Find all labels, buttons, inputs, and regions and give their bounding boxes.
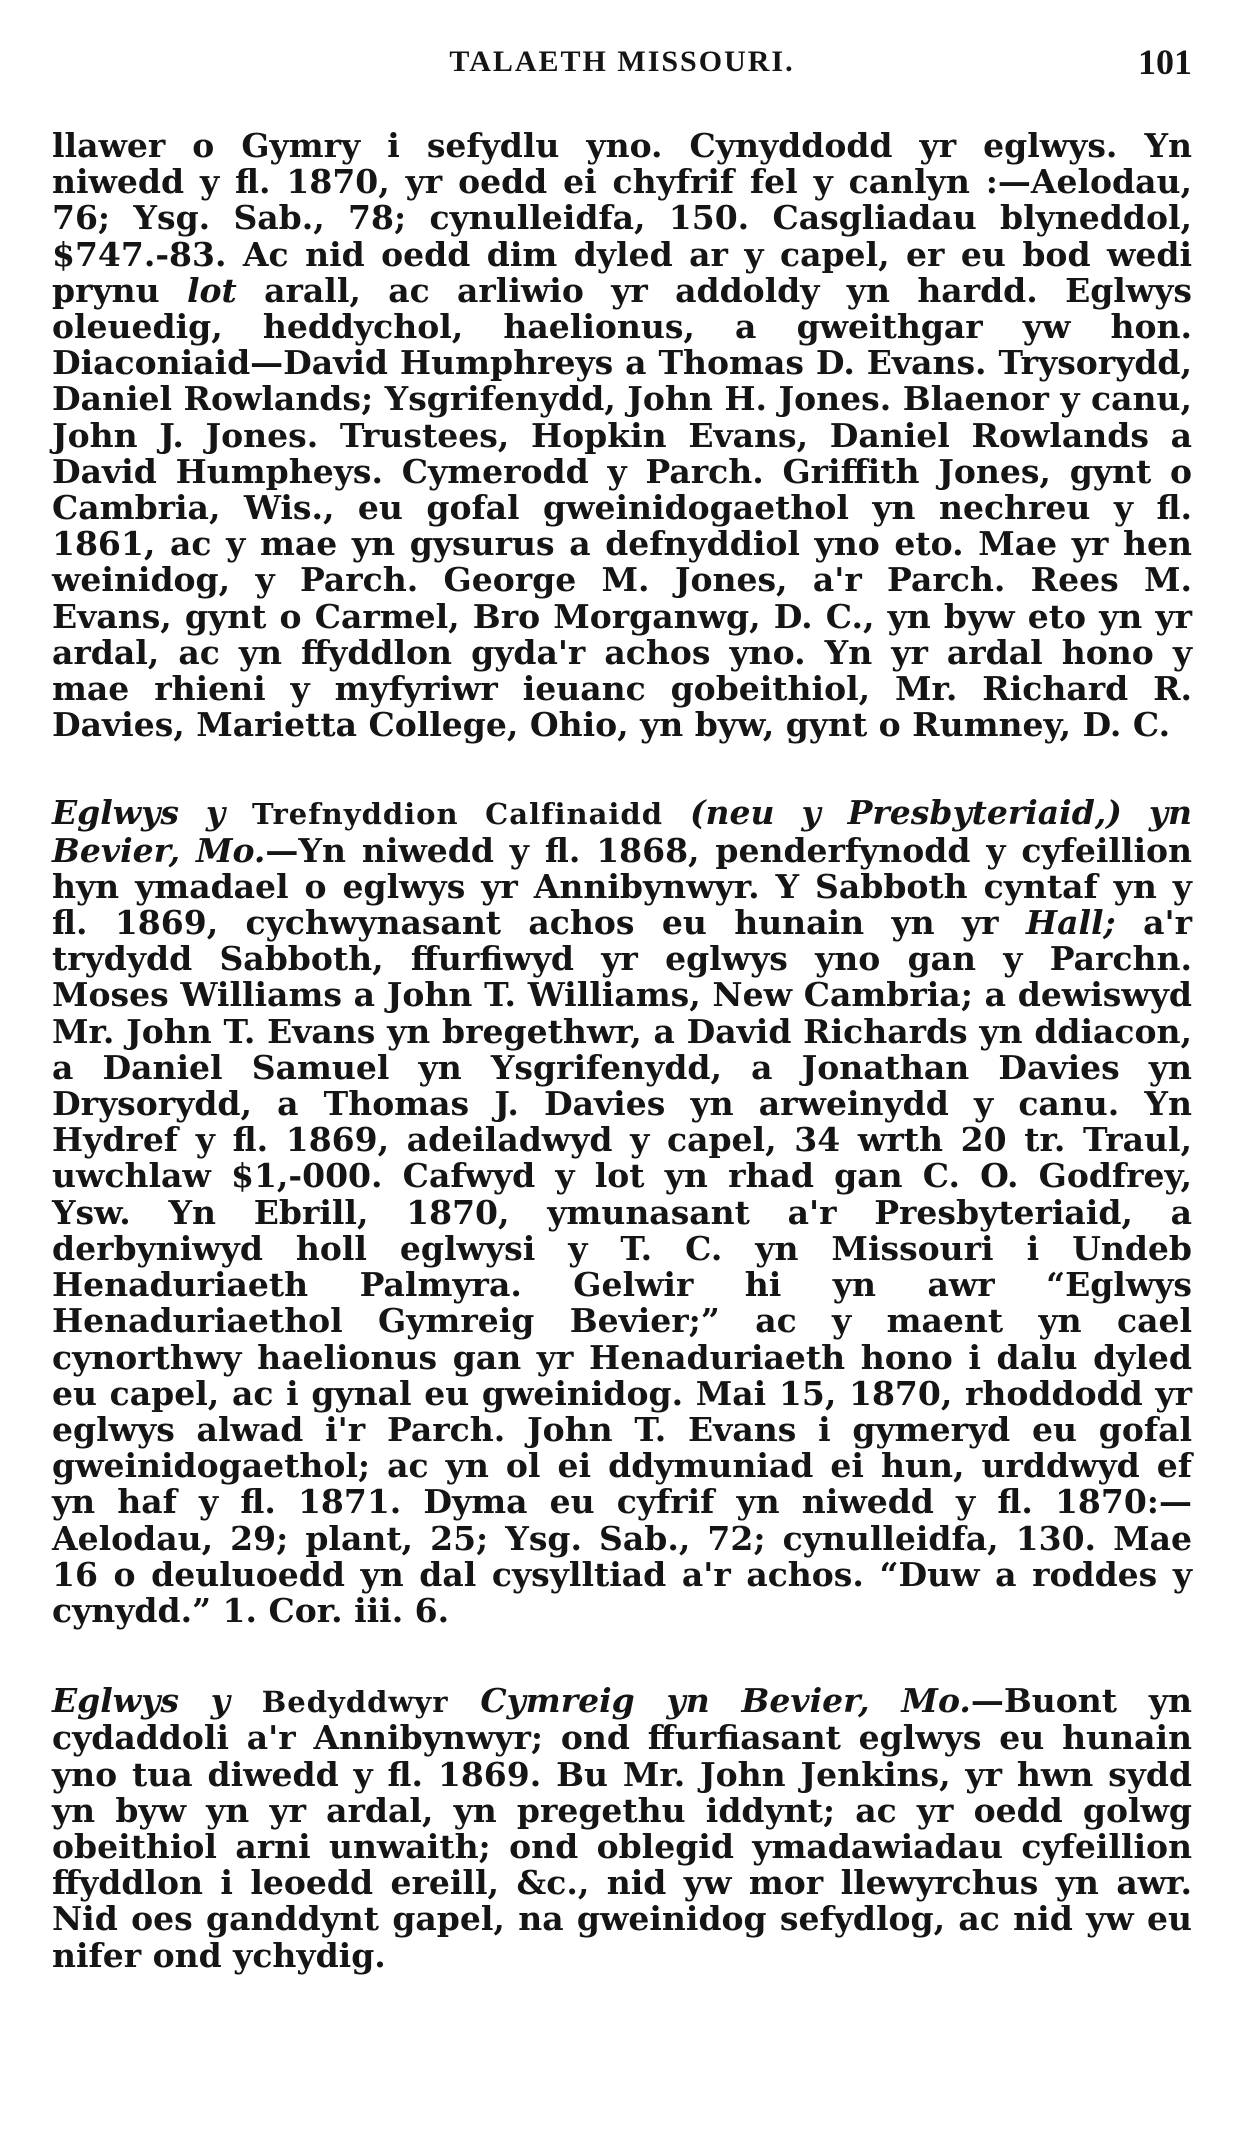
page-header	[52, 38, 1192, 86]
paragraph-2-smallcaps: Trefnyddion Calfinaidd	[252, 797, 663, 832]
paragraph-3-smallcaps: Bedyddwyr	[261, 1685, 449, 1720]
paragraph-1-italic-lot: lot	[186, 270, 237, 310]
paragraph-1-text-a: llawer o Gymry i sefydlu yno. Cynyddodd yr eglwys. Yn niwedd y fl. 1870, yr oedd ei chyfrif fel y canlyn :—Aelodau, 76; Ysg. Sab., 78; cynulleidfa, 150. Casgliadau blyneddol, $747.-83. Ac nid oedd dim dyled ar y capel, er eu bod wedi prynu	[52, 126, 1192, 310]
body-text	[52, 128, 1192, 1974]
paragraph-2-lead-2: (neu y Presbyteriaid,) yn Bevier, Mo.	[52, 793, 1193, 870]
paragraph-2-lead-1: Eglwys y	[52, 793, 252, 833]
paragraph-2-text-b: a'r trydydd Sabboth, ffurfiwyd yr eglwys yno gan y Parchn. Moses Williams a John T. Williams, New Cambria; a dewiswyd Mr. John T. Evans yn bregethwr, a David Richards yn ddiacon, a Daniel Samuel yn Ysgrifenydd, a Jonathan Davies yn Drysorydd, a Thomas J. Davies yn arweinydd y canu. Yn Hydref y fl. 1869, adeiladwyd y capel, 34 wrth 20 tr. Traul, uwchlaw $1,-000. Cafwyd y lot yn rhad gan C. O. Godfrey, Ysw. Yn Ebrill, 1870, ymunasant a'r Presbyteriaid, a derbyniwyd holl eglwysi y T. C. yn Missouri i Undeb Henaduriaeth Palmyra. Gelwir hi yn awr “Eglwys Henaduriaethol Gymreig Bevier;” ac y maent yn cael cynorthwy haelionus gan yr Henaduriaeth hono i dalu dyled eu capel, ac i gynal eu gweinidog. Mai 15, 1870, rhoddodd yr eglwys alwad i'r Parch. John T. Evans i gymeryd eu gofal gweinidogaethol; ac yn ol ei ddymuniad ei hun, urddwyd ef yn haf y fl. 1871. Dyma eu cyfrif yn niwedd y fl. 1870:—Aelodau, 29; plant, 25; Ysg. Sab., 72; cynulleidfa, 130. Mae 16 o deuluoedd yn dal cysylltiad a'r achos. “Duw a roddes y cynydd.” 1. Cor. iii. 6.	[52, 903, 1192, 1630]
paragraph-2-text-a: —Yn niwedd y fl. 1868, penderfynodd y cyfeillion hyn ymadael o eglwys yr Annibynwyr. Y Sabboth cyntaf yn y fl. 1869, cychwynasant achos eu hunain yn yr	[52, 830, 1192, 943]
paragraph-3-lead-2: Cymreig yn Bevier, Mo.	[448, 1681, 971, 1721]
paragraph-1-text-b: arall, ac arliwio yr addoldy yn hardd. Eglwys oleuedig, heddychol, haelionus, a gweithgar yw hon. Diaconiaid—David Humphreys a Thomas D. Evans. Trysorydd, Daniel Rowlands; Ysgrifenydd, John H. Jones. Blaenor y canu, John J. Jones. Trustees, Hopkin Evans, Daniel Rowlands a David Humpheys. Cymerodd y Parch. Griffith Jones, gynt o Cambria, Wis., eu gofal gweinidogaethol yn nechreu y fl. 1861, ac y mae yn gysurus a defnyddiol yno eto. Mae yr hen weinidog, y Parch. George M. Jones, a'r Parch. Rees M. Evans, gynt o Carmel, Bro Morganwg, D. C., yn byw eto yn yr ardal, ac yn ffyddlon gyda'r achos yno. Yn yr ardal hono y mae rhieni y myfyriwr ieuanc gobeithiol, Mr. Richard R. Davies, Marietta College, Ohio, yn byw, gynt o Rumney, D. C.	[52, 270, 1192, 745]
paragraph-calvinistic-methodist-church	[52, 795, 1192, 1629]
paragraph-2-italic-hall: Hall;	[1025, 903, 1116, 943]
paragraph-baptist-church	[52, 1683, 1192, 1974]
paragraph-3-lead-1: Eglwys y	[52, 1681, 262, 1721]
running-title: TALAETH MISSOURI.	[449, 45, 795, 78]
page-number: 101	[1138, 42, 1192, 82]
paragraph-3-text: —Buont yn cydaddoli a'r Annibynwyr; ond ffurfiasant eglwys eu hunain yno tua diwedd y fl. 1869. Bu Mr. John Jenkins, yr hwn sydd yn byw yn yr ardal, yn pregethu iddynt; ac yr oedd golwg obeithiol arni unwaith; ond oblegid ymadawiadau cyfeillion ffyddlon i leoedd ereill, &c., nid yw mor llewyrchus yn awr. Nid oes ganddynt gapel, na gweinidog sefydlog, ac nid yw eu nifer ond ychydig.	[52, 1681, 1193, 1975]
paragraph-congregational-church	[52, 128, 1192, 743]
